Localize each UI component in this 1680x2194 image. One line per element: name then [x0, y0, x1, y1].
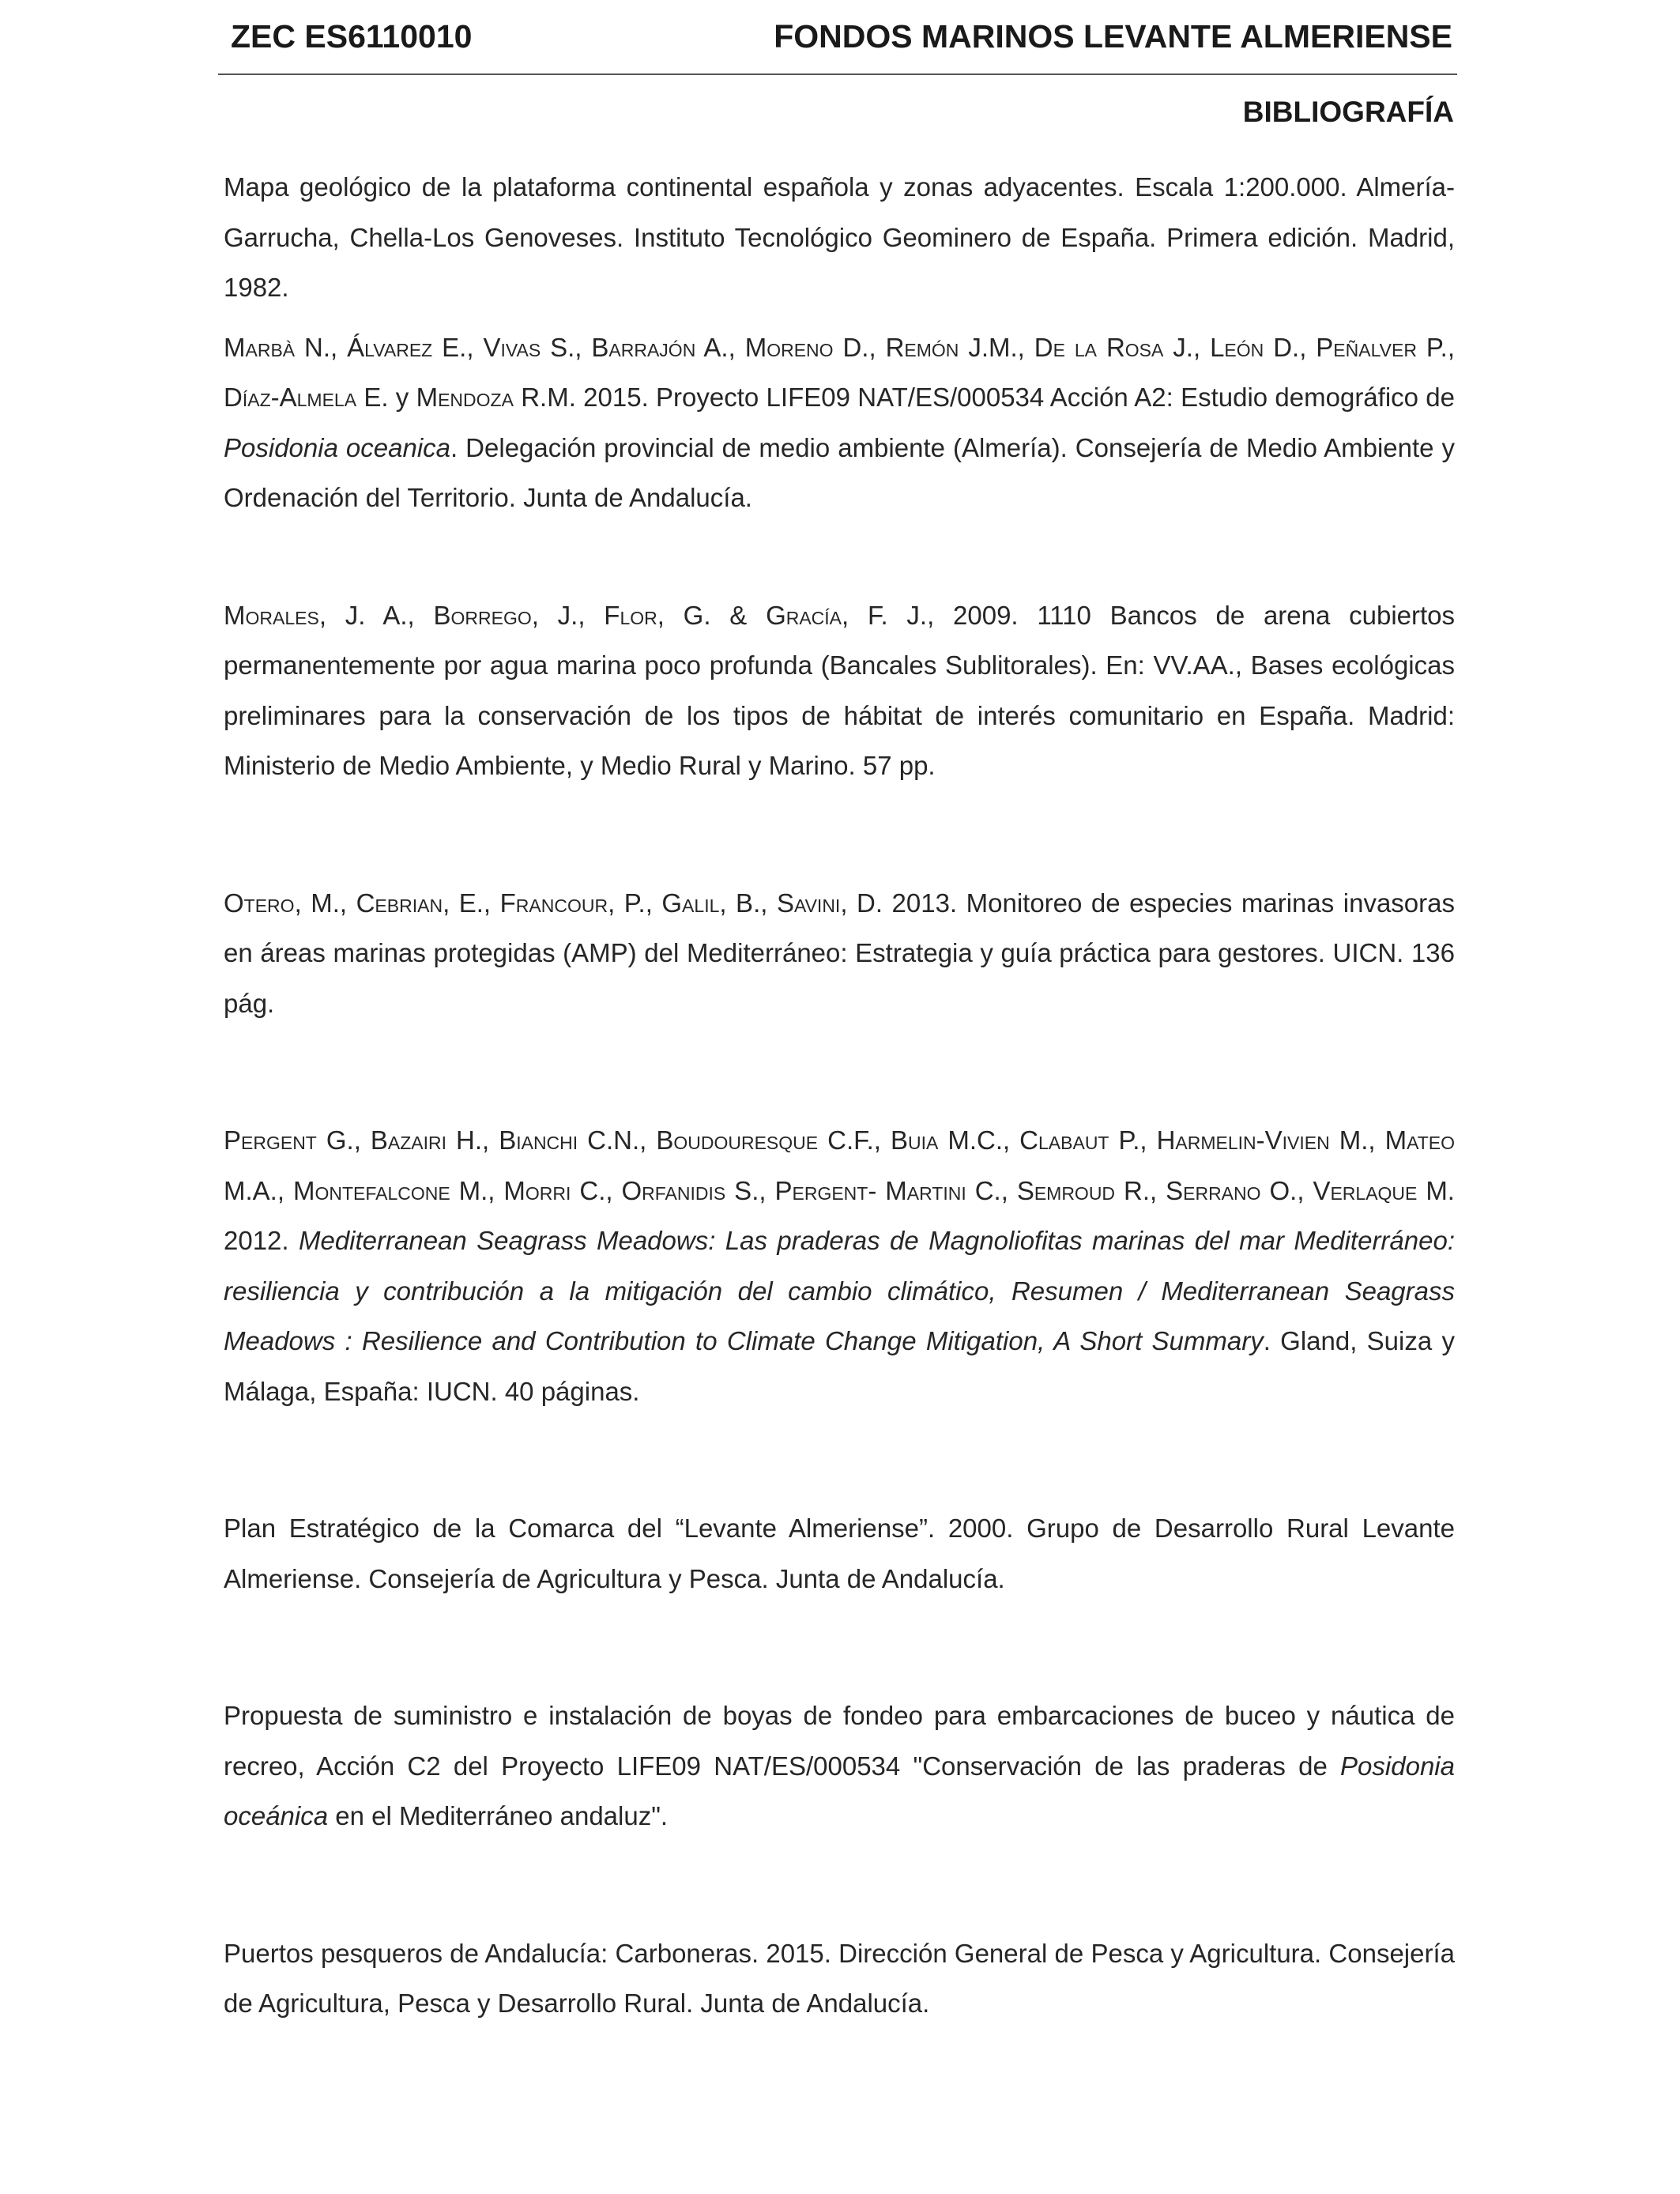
author-surname: Borrego [433, 600, 532, 630]
author-surname: León [1210, 332, 1264, 362]
header-divider [218, 74, 1457, 75]
author-surname: Marbà [224, 332, 296, 362]
reference-text: 2012. [224, 1226, 299, 1255]
author-surname: Álvarez [347, 332, 433, 362]
author-surname: Vivas [483, 332, 541, 362]
author-surname: Montefalcone [292, 1175, 450, 1205]
reference-marba: Marbà N., Álvarez E., Vivas S., Barrajón A., Moreno D., Remón J.M., De la Rosa J., León D., Peñalver P., Díaz-Almela E. y Mendoza R.M. 2015. Proyecto LIFE09 NAT/ES/000534 Acción A2: Estudio demográfico de Posidonia oceanica. Delegación provincial de medio ambiente (Almería). Consejería de Medio Ambiente y Ordenación del Territorio. Junta de Andalucía. [224, 332, 1456, 512]
reference-text: Puertos pesqueros de Andalucía: Carboneras. 2015. Dirección General de Pesca y Agricultura. Consejería de Agricultura, Pesca y Desarrollo Rural. Junta de Andalucía. [224, 1938, 1455, 2018]
site-name: FONDOS MARINOS LEVANTE ALMERIENSE [774, 18, 1452, 55]
author-surname: Orfanidis [621, 1175, 726, 1205]
author-surname: Buia [890, 1125, 939, 1155]
author-surname: Morales [224, 600, 319, 630]
author-surname: Harmelin-Vivien [1156, 1125, 1330, 1155]
author-surname: Peñalver [1316, 332, 1417, 362]
author-surname: Flor [604, 600, 657, 630]
reference-text: 2013. Monitoreo de especies marinas invasoras en áreas marinas protegidas (AMP) del Mediterráneo: Estrategia y guía práctica para gestores. UICN. 136 pág. [224, 888, 1455, 1018]
reference-text: . Gland, Suiza y Málaga, España: IUCN. 40 páginas. [224, 1326, 1455, 1406]
reference-text: , 2009. 1110 Bancos de arena cubiertos permanentemente por agua marina poco profunda (Bancales Sublitorales). En: VV.AA., Bases ecológicas preliminares para la conservación de los tipos de hábitat de interés comunitario en España. Madrid: Ministerio de Medio Ambiente, y Medio Rural y Marino. 57 pp. [224, 600, 1456, 780]
publication-title: Mediterranean Seagrass Meadows: Las praderas de Magnoliofitas marinas del mar Mediterráneo: resiliencia y contribución a la mitigación del cambio climático, Resumen / Mediterranean Seagrass Meadows : Resilience and Contribution to Climate Change Mitigation, A Short Summary [224, 1226, 1456, 1355]
reference-morales: Morales, J. A., Borrego, J., Flor, G. & Gracía, F. J., 2009. 1110 Bancos de arena cubiertos permanentemente por agua marina poco profunda (Bancales Sublitorales). En: VV.AA., Bases ecológicas preliminares para la conservación de los tipos de hábitat de interés comunitario en España. Madrid: Ministerio de Medio Ambiente, y Medio Rural y Marino. 57 pp. [224, 600, 1456, 780]
page-header [218, 13, 1457, 60]
author-surname: Morri [503, 1175, 571, 1205]
author-surname: Díaz-Almela [224, 383, 357, 412]
reference-puertos [224, 1928, 1455, 2029]
author-surname: Gracía [766, 600, 842, 630]
section-title: BIBLIOGRAFÍA [1242, 96, 1454, 128]
reference-pergent: Pergent G., Bazairi H., Bianchi C.N., Boudouresque C.F., Buia M.C., Clabaut P., Harmelin-Vivien M., Mateo M.A., Montefalcone M., Morri C., Orfanidis S., Pergent- Martini C., Semroud R., Serrano O., Verlaque M. 2012. Mediterranean Seagrass Meadows: Las praderas de Magnoliofitas marinas del mar Mediterráneo: resiliencia y contribución a la mitigación del cambio climático, Resumen / Mediterranean Seagrass Meadows : Resilience and Contribution to Climate Change Mitigation, A Short Summary. Gland, Suiza y Málaga, España: IUCN. 40 páginas. [224, 1125, 1456, 1406]
reference-mapa [224, 162, 1455, 313]
author-surname: Otero [224, 888, 295, 918]
reference-text: . Delegación provincial de medio ambiente (Almería). Consejería de Medio Ambiente y Ordenación del Territorio. Junta de Andalucía. [224, 432, 1455, 512]
author-surname: Pergent- Martini [774, 1175, 966, 1205]
author-surname: Clabaut [1019, 1125, 1109, 1155]
author-surname: Boudouresque [656, 1125, 819, 1155]
author-surname: De la Rosa [1034, 332, 1164, 362]
author-surname: Semroud [1016, 1175, 1116, 1205]
reference-propuesta [224, 1691, 1455, 1842]
reference-text: en el Mediterráneo andaluz". [328, 1801, 669, 1830]
author-surname: Remón [885, 332, 959, 362]
species-name: Posidonia oceánica [224, 1751, 1455, 1830]
reference-text: Propuesta de suministro e instalación de boyas de fondeo para embarcaciones de buceo y náutica de recreo, Acción C2 del Proyecto LIFE09 NAT/ES/000534 "Conservación de las praderas de [224, 1701, 1455, 1781]
reference-list [224, 162, 1455, 2029]
author-surname: Mateo [1384, 1125, 1455, 1155]
author-surname: Pergent [224, 1125, 317, 1155]
reference-text: 2015. Proyecto LIFE09 NAT/ES/000534 Acción A2: Estudio demográfico de [575, 383, 1456, 412]
author-surname: Serrano [1166, 1175, 1261, 1205]
reference-text: Plan Estratégico de la Comarca del “Levante Almeriense”. 2000. Grupo de Desarrollo Rural Levante Almeriense. Consejería de Agricultura y Pesca. Junta de Andalucía. [224, 1514, 1455, 1593]
site-code: ZEC ES6110010 [231, 18, 473, 55]
author-surname: Mendoza [416, 383, 514, 412]
reference-otero: Otero, M., Cebrian, E., Francour, P., Galil, B., Savini, D. 2013. Monitoreo de especies marinas invasoras en áreas marinas protegidas (AMP) del Mediterráneo: Estrategia y guía práctica para gestores. UICN. 136 pág. [224, 888, 1455, 1018]
author-surname: Cebrian [356, 888, 443, 918]
reference-plan [224, 1503, 1455, 1604]
author-surname: Verlaque [1313, 1175, 1418, 1205]
author-surname: Bazairi [370, 1125, 447, 1155]
author-surname: Francour [499, 888, 608, 918]
author-surname: Savini [776, 888, 841, 918]
species-name: Posidonia oceanica [224, 432, 451, 462]
author-surname: Galil [661, 888, 720, 918]
reference-text: Mapa geológico de la plataforma continental española y zonas adyacentes. Escala 1:200.000. Almería-Garrucha, Chella-Los Genoveses. Instituto Tecnológico Geominero de España. Primera edición. Madrid, 1982. [224, 172, 1455, 302]
author-surname: Bianchi [499, 1125, 578, 1155]
author-surname: Moreno [744, 332, 834, 362]
author-surname: Barrajón [591, 332, 696, 362]
